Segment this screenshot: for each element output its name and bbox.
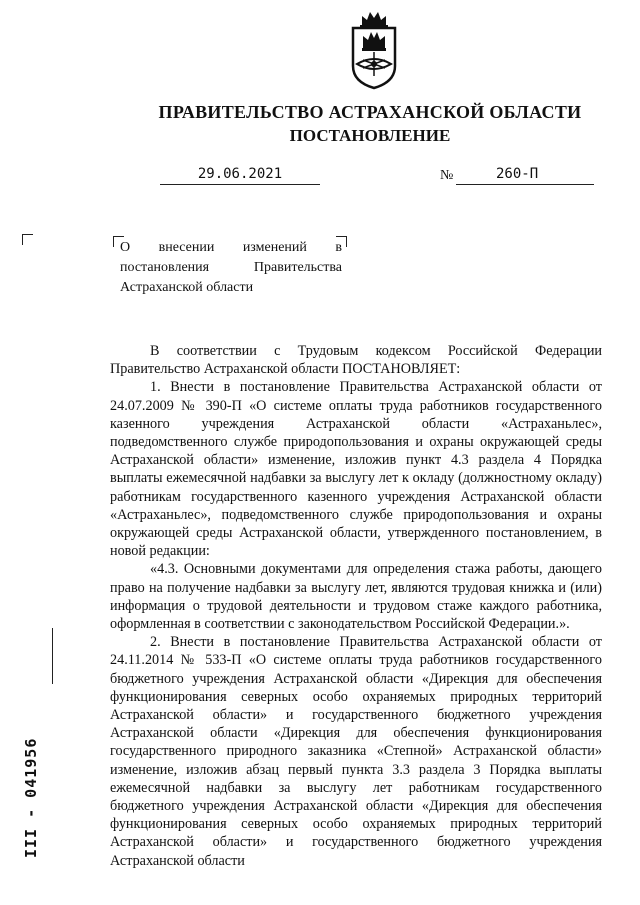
document-body: [110, 342, 602, 870]
margin-line: [52, 628, 53, 684]
margin-corner-mark: [22, 234, 33, 245]
document-type: ПОСТАНОВЛЕНИЕ: [289, 126, 451, 145]
paragraph-preamble: В соответствии с Трудовым кодексом Российской Федерации Правительство Астраханской области ПОСТАНОВЛЯЕТ:: [110, 343, 602, 378]
document-date: 29.06.2021: [160, 166, 320, 185]
paragraph-item-1: 1. Внести в постановление Правительства Астраханской области от 24.07.2009 № 390-П «О системе оплаты труда работников государственного казенного учреждения Астраханской области «Астраханьлес», подведомственного службе природопользования и охраны окружающей среды Астраханской области» изменение, изложив пункт 4.3 раздела 4 Порядка выплаты ежемесячной надбавки за выслугу лет к окладу (должностному окладу) работникам государственного казенного учреждения Астраханской области «Астраханьлес», подведомственного службе природопользования и охраны окружающей среды Астраханской области, утвержденного постановлением, в новой редакции:: [110, 379, 602, 560]
paragraph-quote-4-3: «4.3. Основными документами для определения стажа работы, дающего право на получение надбавки за выслугу лет, являются трудовая книжка и (или) информация о трудовой деятельности и трудовом стаже каждого работника, оформленная в соответствии с законодательством Российской Федерации.».: [110, 561, 602, 633]
paragraph-item-2: 2. Внести в постановление Правительства Астраханской области от 24.11.2014 № 533-П «О системе оплаты труда работников государственного бюджетного учреждения Астраханской области «Дирекция для обеспечения функционирования северных особо охраняемых природных территорий Астраханской области» и государственного бюджетного учреждения Астраханской области «Дирекция для обеспечения функционирования государственного природного заказника «Степной» Астраханской области» изменение, изложив абзац первый пункта 3.3 раздела 3 Порядка выплаты ежемесячной надбавки за выслугу лет работникам государственного бюджетного учреждения Астраханской области «Дирекция для обеспечения функционирования северных особо охраняемых природных территорий Астраханской области» и государственного бюджетного учреждения Астраханской области: [110, 634, 602, 869]
document-subject: О внесении изменений в постановления Правительства Астраханской области: [120, 240, 342, 295]
number-sign: №: [440, 168, 454, 183]
organization-title: ПРАВИТЕЛЬСТВО АСТРАХАНСКОЙ ОБЛАСТИ: [158, 102, 582, 122]
document-number: 260-П: [456, 166, 594, 185]
serial-stamp: III - 041956: [22, 737, 40, 858]
astrakhan-coat-of-arms-icon: [349, 8, 399, 90]
